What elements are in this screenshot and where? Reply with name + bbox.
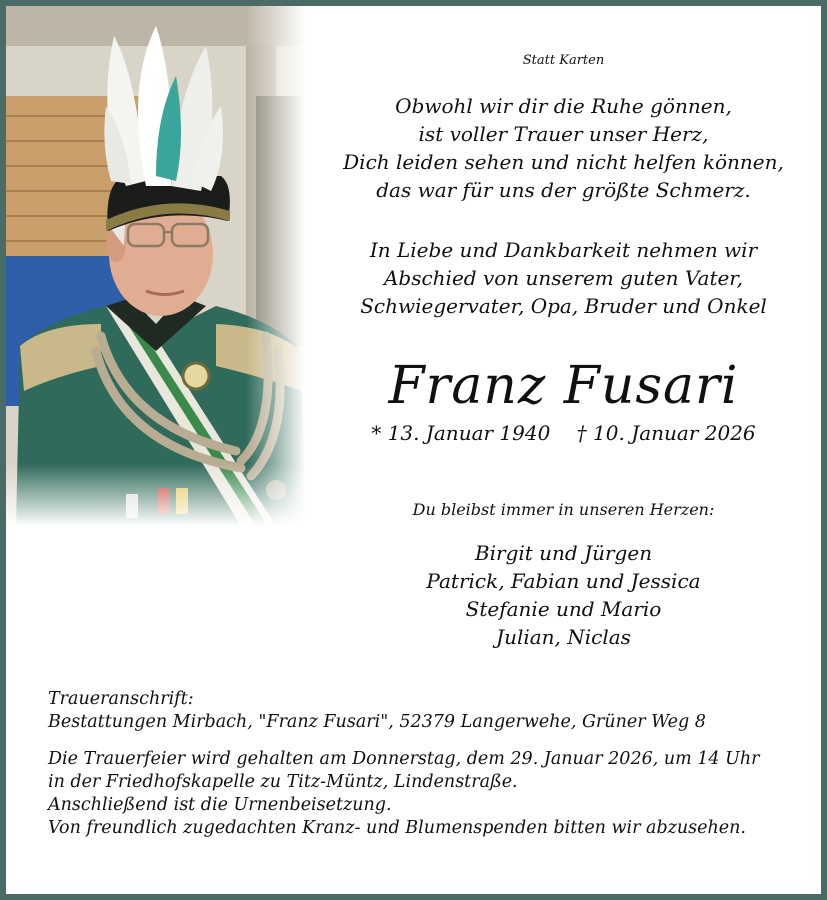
address-line: Bestattungen Mirbach, "Franz Fusari", 52379 Langerwehe, Grüner Weg 8 [48, 712, 706, 732]
farewell-line: In Liebe und Dankbarkeit nehmen wir [369, 238, 758, 262]
farewell-line: Schwiegervater, Opa, Bruder und Onkel [360, 294, 767, 318]
poem-line: ist voller Trauer unser Herz, [418, 122, 709, 146]
remembrance-line: Du bleibst immer in unseren Herzen: [412, 500, 715, 519]
family-list [311, 539, 816, 651]
family-entry: Stefanie und Mario [465, 597, 662, 621]
portrait-photo [6, 6, 306, 526]
farewell-line: Abschied von unserem guten Vater, [383, 266, 744, 290]
poem-line: Obwohl wir dir die Ruhe gönnen, [395, 94, 732, 118]
service-line: Die Trauerfeier wird gehalten am Donnerstag, dem 29. Januar 2026, um 14 Uhr [48, 749, 760, 769]
family-entry: Birgit und Jürgen [474, 541, 653, 565]
statt-karten-note: Statt Karten [522, 53, 605, 68]
birth-date: * 13. Januar 1940 [371, 421, 551, 445]
service-line: Von freundlich zugedachten Kranz- und Blumenspenden bitten wir abzusehen. [48, 818, 746, 838]
obituary-card [6, 6, 821, 894]
address-label: Traueranschrift: [48, 689, 194, 709]
poem-line: das war für uns der größte Schmerz. [376, 178, 751, 202]
poem [311, 92, 816, 204]
funeral-details [48, 688, 808, 840]
deceased-name: Franz Fusari [388, 356, 739, 416]
service-line: Anschließend ist die Urnenbeisetzung. [48, 795, 392, 815]
life-dates [311, 419, 816, 447]
service-line: in der Friedhofskapelle zu Titz-Müntz, Lindenstraße. [48, 772, 518, 792]
poem-line: Dich leiden sehen und nicht helfen können, [343, 150, 784, 174]
farewell-text [311, 236, 816, 320]
family-entry: Patrick, Fabian und Jessica [426, 569, 701, 593]
death-date: † 10. Januar 2026 [576, 421, 756, 445]
family-entry: Julian, Niclas [496, 625, 631, 649]
